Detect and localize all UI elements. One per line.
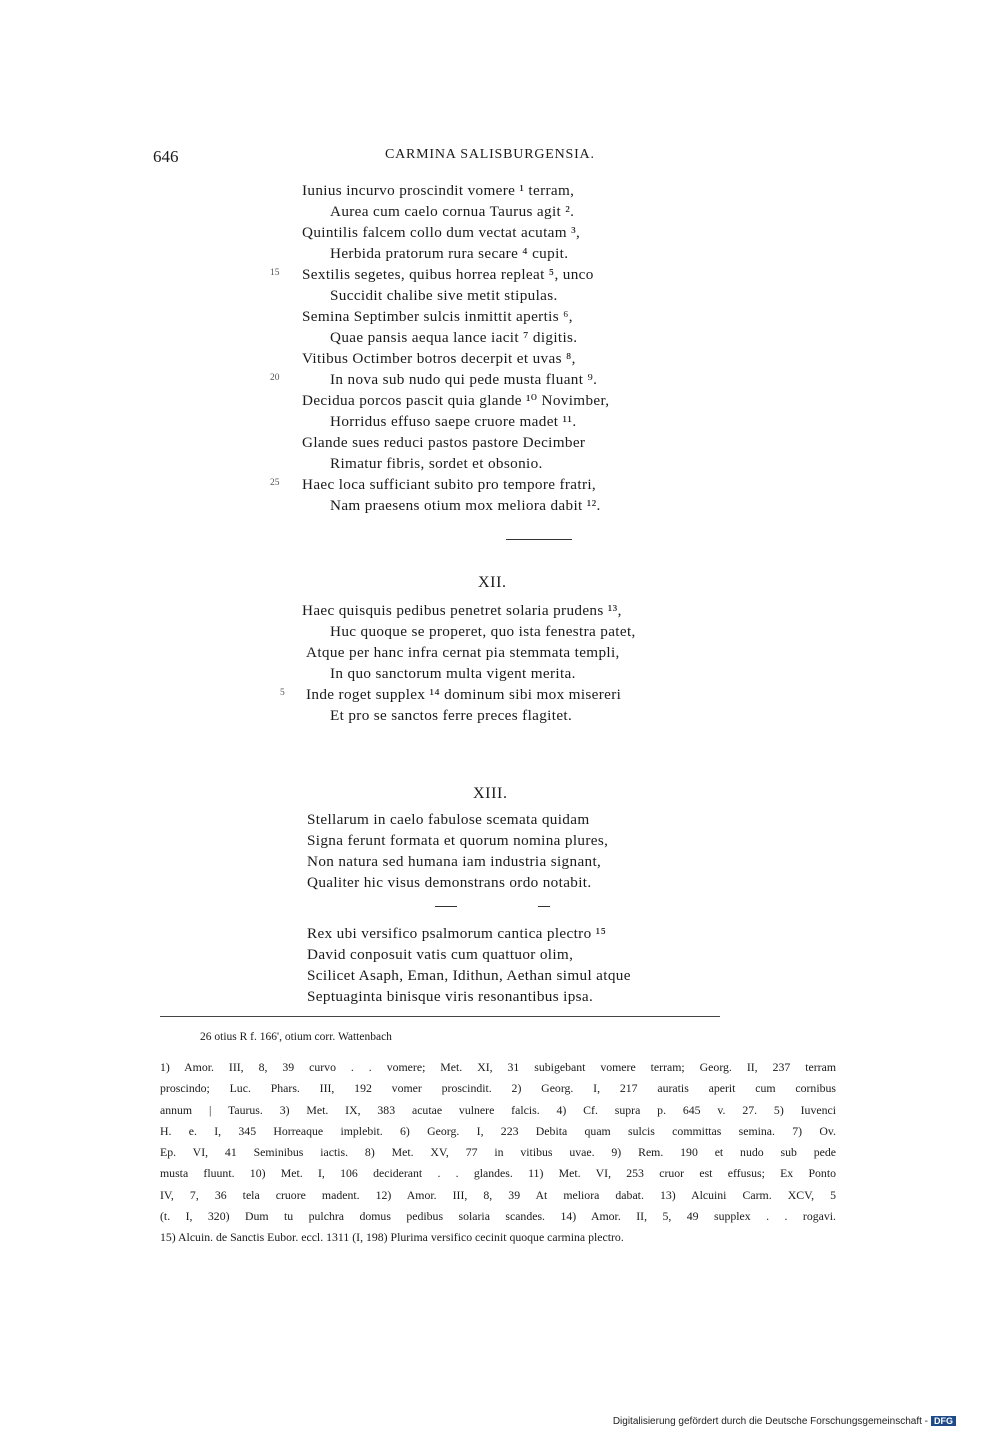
verse-line: Glande sues reduci pastos pastore Decimber bbox=[302, 434, 586, 451]
footnote-line: (t. I, 320) Dum tu pulchra domus pedibus solaria scandes. 14) Amor. II, 5, 49 supplex . . rogavi. bbox=[160, 1209, 836, 1224]
verse-line: Et pro se sanctos ferre preces flagitet. bbox=[330, 707, 573, 724]
verse-line: David conposuit vatis cum quattuor olim, bbox=[307, 946, 574, 963]
page-number: 646 bbox=[153, 147, 179, 166]
running-title: CARMINA SALISBURGENSIA. bbox=[385, 147, 595, 162]
section-heading: XII. bbox=[478, 574, 507, 591]
verse-line: In nova sub nudo qui pede musta fluant ⁹. bbox=[330, 371, 598, 388]
line-number: 25 bbox=[270, 478, 280, 488]
verse-line: Quae pansis aequa lance iacit ⁷ digitis. bbox=[330, 329, 578, 346]
verse-line: Qualiter hic visus demonstrans ordo notabit. bbox=[307, 874, 592, 891]
verse-line: Semina Septimber sulcis inmittit apertis ⁶, bbox=[302, 308, 573, 325]
verse-line: Signa ferunt formata et quorum nomina plures, bbox=[307, 832, 609, 849]
verse-line: Nam praesens otium mox meliora dabit ¹². bbox=[330, 497, 601, 514]
verse-line: Iunius incurvo proscindit vomere ¹ terram, bbox=[302, 182, 575, 199]
footnotes bbox=[160, 1057, 836, 1249]
verse-line: Haec loca sufficiant subito pro tempore fratri, bbox=[302, 476, 597, 493]
verse-line: Rex ubi versifico psalmorum cantica plectro ¹⁵ bbox=[307, 925, 607, 942]
verse-line: Non natura sed humana iam industria signant, bbox=[307, 853, 602, 870]
footnote-line: proscindo; Luc. Phars. III, 192 vomer proscindit. 2) Georg. I, 217 auratis aperit cum cornibus bbox=[160, 1081, 836, 1096]
verse-line: Atque per hanc infra cernat pia stemmata templi, bbox=[306, 644, 620, 661]
line-number: 20 bbox=[270, 373, 280, 383]
verse-line: Stellarum in caelo fabulose scemata quidam bbox=[307, 811, 590, 828]
footnote-line: musta fluunt. 10) Met. I, 106 deciderant . . glandes. 11) Met. VI, 253 cruor est effusus; Ex Ponto bbox=[160, 1166, 836, 1181]
credit-text: Digitalisierung gefördert durch die Deutsche Forschungsgemeinschaft - bbox=[612, 1416, 928, 1427]
footnote-line: annum | Taurus. 3) Met. IX, 383 acutae vulnere falcis. 4) Cf. supra p. 645 v. 27. 5) Iuvenci bbox=[160, 1102, 836, 1117]
verse-line: Aurea cum caelo cornua Taurus agit ². bbox=[330, 203, 575, 220]
verse-line: Septuaginta binisque viris resonantibus ipsa. bbox=[307, 988, 594, 1005]
line-number: 5 bbox=[280, 688, 285, 698]
digitization-credit bbox=[613, 1416, 956, 1427]
verse-line: Haec quisquis pedibus penetret solaria prudens ¹³, bbox=[302, 602, 622, 619]
verse-line: Quintilis falcem collo dum vectat acutam ³, bbox=[302, 224, 581, 241]
verse-line: Rimatur fibris, sordet et obsonio. bbox=[330, 455, 543, 472]
verse-line: Decidua porcos pascit quia glande ¹⁰ Novimber, bbox=[302, 392, 610, 409]
verse-line: Vitibus Octimber botros decerpit et uvas ⁸, bbox=[302, 350, 576, 367]
divider-dash bbox=[435, 906, 457, 907]
section-divider bbox=[506, 539, 572, 540]
footnote-line: IV, 7, 36 tela cruore madent. 12) Amor. III, 8, 39 At meliora dabat. 13) Alcuini Carm. XCV, 5 bbox=[160, 1187, 836, 1202]
footnote-line: 1) Amor. III, 8, 39 curvo . . vomere; Met. XI, 31 subigebant vomere terram; Georg. II, 237 terram bbox=[160, 1060, 836, 1074]
critical-apparatus: 26 otius R f. 166', otium corr. Wattenbach bbox=[200, 1031, 392, 1043]
footnote-line: Ep. VI, 41 Seminibus iactis. 8) Met. XV, 77 in vitibus uvae. 9) Rem. 190 et nudo sub pede bbox=[160, 1145, 836, 1160]
verse-line: Inde roget supplex ¹⁴ dominum sibi mox misereri bbox=[306, 686, 622, 703]
section-heading: XIII. bbox=[473, 785, 508, 802]
verse-line: Sextilis segetes, quibus horrea repleat ⁵, unco bbox=[302, 266, 594, 283]
verse-line: Huc quoque se properet, quo ista fenestra patet, bbox=[330, 623, 636, 640]
footnote-line: H. e. I, 345 Horreaque implebit. 6) Georg. I, 223 Debita quam sulcis committas semina. 7) Ov. bbox=[160, 1123, 836, 1138]
line-number: 15 bbox=[270, 268, 280, 278]
dfg-logo: DFG bbox=[931, 1416, 956, 1426]
verse-line: Scilicet Asaph, Eman, Idithun, Aethan simul atque bbox=[307, 967, 631, 984]
verse-line: In quo sanctorum multa vigent merita. bbox=[330, 665, 576, 682]
verse-line: Horridus effuso saepe cruore madet ¹¹. bbox=[330, 413, 577, 430]
divider-dash bbox=[538, 906, 550, 907]
verse-line: Herbida pratorum rura secare ⁴ cupit. bbox=[330, 245, 569, 262]
verse-line: Succidit chalibe sive metit stipulas. bbox=[330, 287, 558, 304]
footnote-line: 15) Alcuin. de Sanctis Eubor. eccl. 1311 (I, 198) Plurima versifico cecinit quoque carmina plectro. bbox=[160, 1230, 624, 1245]
footnote-rule bbox=[160, 1016, 720, 1017]
